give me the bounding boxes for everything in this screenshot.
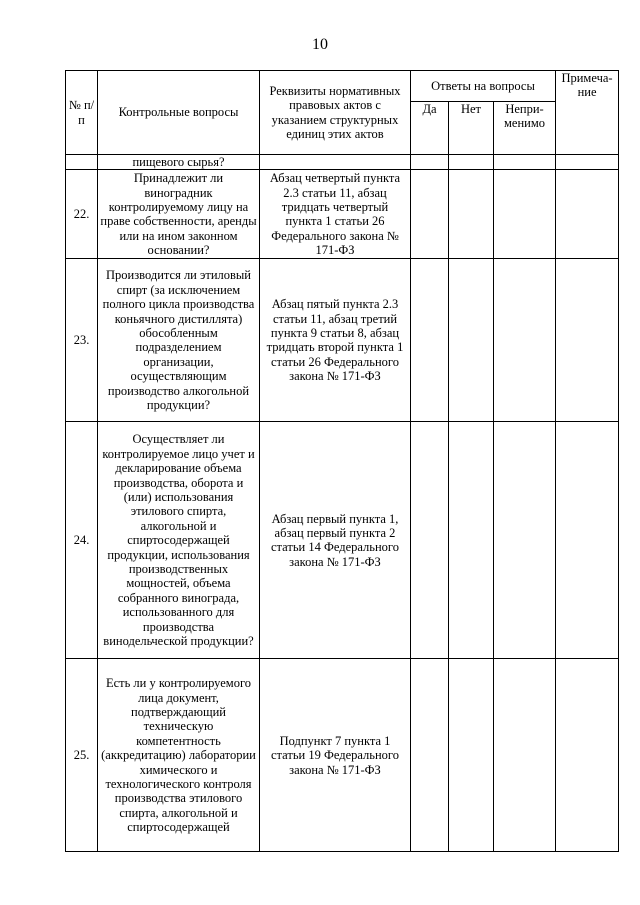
row-requisites: Абзац пятый пункта 2.3 статьи 11, абзац третий пункта 9 статьи 8, абзац тридцать второй пункта 1 статьи 26 Федерального закона № 171-ФЗ — [260, 259, 411, 422]
answer-yes-cell[interactable] — [411, 659, 449, 852]
note-cell[interactable] — [556, 155, 619, 170]
header-not-applicable: Непри-менимо — [494, 102, 556, 155]
row-number: 24. — [66, 422, 98, 659]
answer-no-cell[interactable] — [449, 259, 494, 422]
answer-na-cell[interactable] — [494, 259, 556, 422]
answer-no-cell[interactable] — [449, 422, 494, 659]
table-row — [66, 422, 619, 659]
header-num: № п/п — [66, 71, 98, 155]
header-requisites: Реквизиты нормативных правовых актов с указанием структурных единиц этих актов — [260, 71, 411, 155]
continuation-question: пищевого сырья? — [98, 155, 260, 170]
row-question: Принадлежит ли виноградник контролируемому лицу на праве собственности, аренды или на ином законном основании? — [98, 170, 260, 259]
answer-no-cell[interactable] — [449, 155, 494, 170]
answer-na-cell[interactable] — [494, 659, 556, 852]
row-number: 22. — [66, 170, 98, 259]
answer-no-cell[interactable] — [449, 170, 494, 259]
continuation-num-cell — [66, 155, 98, 170]
note-cell[interactable] — [556, 659, 619, 852]
note-cell[interactable] — [556, 170, 619, 259]
row-number: 23. — [66, 259, 98, 422]
header-questions: Контрольные вопросы — [98, 71, 260, 155]
row-question: Производится ли этиловый спирт (за исключением полного цикла производства коньячного дистиллята) обособленным подразделением организации, осуществляющим производство алкогольной продукции? — [98, 259, 260, 422]
header-note: Примеча-ние — [556, 71, 619, 155]
table-row — [66, 170, 619, 259]
answer-na-cell[interactable] — [494, 170, 556, 259]
table-row — [66, 259, 619, 422]
answer-yes-cell[interactable] — [411, 170, 449, 259]
row-question: Есть ли у контролируемого лица документ, подтверждающий техническую компетентность (аккредитацию) лаборатории химического и технологического контроля производства этилового спирта, алкогольной и спиртосодержащей — [98, 659, 260, 852]
row-requisites: Абзац четвертый пункта 2.3 статьи 11, абзац тридцать четвертый пункта 1 статьи 26 Федерального закона № 171-ФЗ — [260, 170, 411, 259]
answer-na-cell[interactable] — [494, 155, 556, 170]
row-question: Осуществляет ли контролируемое лицо учет и декларирование объема производства, оборота и (или) использования этилового спирта, алкогольной и спиртосодержащей продукции, использования производственных мощностей, объема собранного винограда, использованного для производства винодельческой продукции? — [98, 422, 260, 659]
answer-yes-cell[interactable] — [411, 422, 449, 659]
checklist-table — [65, 70, 619, 852]
row-requisites: Подпункт 7 пункта 1 статьи 19 Федерального закона № 171-ФЗ — [260, 659, 411, 852]
table-row — [66, 659, 619, 852]
row-requisites: Абзац первый пункта 1, абзац первый пункта 2 статьи 14 Федерального закона № 171-ФЗ — [260, 422, 411, 659]
row-number: 25. — [66, 659, 98, 852]
note-cell[interactable] — [556, 259, 619, 422]
header-row — [66, 71, 619, 102]
page-number: 10 — [312, 36, 328, 53]
header-no: Нет — [449, 102, 494, 155]
continuation-row — [66, 155, 619, 170]
header-yes: Да — [411, 102, 449, 155]
answer-yes-cell[interactable] — [411, 155, 449, 170]
answer-yes-cell[interactable] — [411, 259, 449, 422]
note-cell[interactable] — [556, 422, 619, 659]
continuation-requisites-cell — [260, 155, 411, 170]
answer-no-cell[interactable] — [449, 659, 494, 852]
answer-na-cell[interactable] — [494, 422, 556, 659]
header-answers: Ответы на вопросы — [411, 71, 556, 102]
